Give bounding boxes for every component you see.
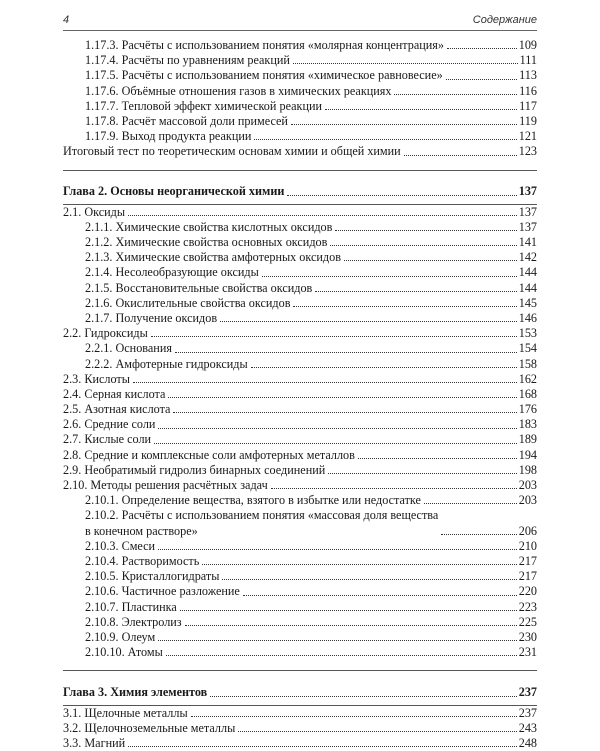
leader-dots (154, 443, 517, 444)
leader-dots (158, 428, 516, 429)
toc-entry[interactable] (63, 463, 537, 478)
leader-dots (133, 382, 517, 383)
leader-dots (202, 564, 516, 565)
toc-entry-label: 2.1.1. Химические свойства кислотных оксидов (85, 219, 333, 234)
toc-entry-page: 137 (518, 204, 537, 219)
leader-dots (328, 473, 516, 474)
toc-entry[interactable] (63, 265, 537, 280)
leader-dots (175, 352, 517, 353)
toc-entry[interactable] (63, 554, 537, 569)
toc-entry-label: 1.17.8. Расчёт массовой доли примесей (85, 113, 288, 128)
toc-entry-page: 119 (519, 113, 537, 128)
toc-entry[interactable] (63, 387, 537, 402)
toc-entry-page: 217 (518, 569, 537, 584)
leader-dots (287, 195, 516, 196)
toc-entry-page: 153 (518, 326, 537, 341)
toc-entry[interactable] (63, 645, 537, 660)
leader-dots (291, 124, 517, 125)
toc-entry-label: 2.1.6. Окислительные свойства оксидов (85, 295, 291, 310)
toc-entry[interactable] (63, 341, 537, 356)
toc-entry-label: Глава 2. Основы неорганической химии (63, 184, 285, 199)
toc-entry-label: 1.17.9. Выход продукта реакции (85, 129, 252, 144)
toc-entry[interactable] (63, 417, 537, 432)
toc-entry[interactable] (63, 402, 537, 417)
toc-entry[interactable] (63, 736, 537, 751)
toc-block-chapter2 (63, 205, 537, 509)
toc-entry-label: 2.6. Средние соли (63, 417, 156, 432)
toc-entry[interactable] (63, 539, 537, 554)
toc-entry-label: Итоговый тест по теоретическим основам химии и общей химии (63, 144, 401, 159)
toc-entry-label: 2.1.5. Восстановительные свойства оксидов (85, 280, 313, 295)
toc-entry-label: 2.1.2. Химические свойства основных оксидов (85, 235, 328, 250)
leader-dots (128, 215, 517, 216)
toc-entry-page: 220 (518, 584, 537, 599)
toc-entry-page: 144 (518, 280, 537, 295)
toc-entry-label: 2.10.6. Частичное разложение (85, 584, 240, 599)
toc-entry[interactable] (63, 600, 537, 615)
toc-entry[interactable] (63, 205, 537, 220)
toc-entry-label: 2.2. Гидроксиды (63, 326, 148, 341)
leader-dots (220, 321, 517, 322)
toc-entry-page: 203 (518, 493, 537, 508)
toc-entry[interactable] (63, 68, 537, 83)
toc-entry[interactable] (63, 53, 537, 68)
toc-entry-label: 2.10.7. Пластинка (85, 599, 177, 614)
toc-entry[interactable] (63, 250, 537, 265)
toc-chapter-2[interactable] (63, 185, 537, 200)
toc-entry-label: 1.17.5. Расчёты с использованием понятия «химическое равновесие» (85, 68, 443, 83)
leader-dots (210, 696, 516, 697)
toc-block-chapter3 (63, 706, 537, 751)
toc-entry-label: Глава 3. Химия элементов (63, 685, 208, 700)
toc-entry-page: 231 (518, 645, 537, 660)
toc-entry-page: 144 (518, 265, 537, 280)
toc-entry-page: 145 (518, 295, 537, 310)
toc-entry-label: 2.10.9. Олеум (85, 629, 156, 644)
toc-entry[interactable] (63, 433, 537, 448)
leader-dots (447, 48, 517, 49)
leader-dots (262, 276, 517, 277)
toc-entry-label: 1.17.7. Тепловой эффект химической реакции (85, 98, 323, 113)
toc-entry[interactable] (63, 615, 537, 630)
leader-dots (180, 610, 517, 611)
toc-entry-label: 2.5. Азотная кислота (63, 402, 171, 417)
toc-entry-page: 117 (519, 98, 537, 113)
toc-entry-page: 141 (518, 235, 537, 250)
toc-entry-label: 2.10.1. Определение вещества, взятого в избытке или недостатке (85, 493, 421, 508)
leader-dots (254, 139, 516, 140)
toc-entry-page: 146 (518, 310, 537, 325)
toc-entry[interactable] (63, 235, 537, 250)
leader-dots (243, 595, 517, 596)
toc-entry[interactable] (63, 311, 537, 326)
leader-dots (151, 336, 517, 337)
leader-dots (238, 731, 516, 732)
toc-entry-page: 113 (519, 68, 537, 83)
toc-entry-page: 217 (518, 554, 537, 569)
leader-dots (271, 488, 517, 489)
toc-entry[interactable] (63, 326, 537, 341)
toc-entry-page: 243 (518, 720, 537, 735)
toc-entry-page: 206 (518, 523, 537, 538)
leader-dots (344, 260, 517, 261)
toc-entry[interactable] (63, 493, 537, 508)
toc-entry-label: 2.2.2. Амфотерные гидроксиды (85, 356, 248, 371)
toc-entry-label: 2.1.3. Химические свойства амфотерных оксидов (85, 250, 341, 265)
toc-entry-label: 2.7. Кислые соли (63, 432, 152, 447)
toc-entry[interactable] (63, 99, 537, 114)
toc-entry-label: 3.2. Щелочноземельные металлы (63, 720, 236, 735)
toc-entry-page: 223 (518, 599, 537, 614)
toc-entry-label: 2.9. Необратимый гидролиз бинарных соединений (63, 462, 326, 477)
toc-entry-label: 2.10.8. Электролиз (85, 614, 182, 629)
toc-entry-label: 2.4. Серная кислота (63, 386, 166, 401)
toc-entry-page: 183 (518, 417, 537, 432)
toc-entry[interactable] (63, 630, 537, 645)
toc-entry-page: 210 (518, 538, 537, 553)
leader-dots (158, 549, 517, 550)
leader-dots (185, 625, 517, 626)
toc-entry-page: 162 (518, 371, 537, 386)
toc-entry-label: 2.10.10. Атомы (85, 645, 163, 660)
toc-entry[interactable] (63, 357, 537, 372)
leader-dots (358, 458, 517, 459)
toc-entry-label: 1.17.4. Расчёты по уравнениям реакций (85, 53, 290, 68)
leader-dots (168, 397, 516, 398)
toc-entry-page: 194 (518, 447, 537, 462)
toc-entry[interactable] (63, 584, 537, 599)
toc-entry-page: 154 (518, 341, 537, 356)
toc-entry[interactable] (63, 569, 537, 584)
leader-dots (446, 79, 517, 80)
toc-entry-label: 2.1.4. Несолеобразующие оксиды (85, 265, 259, 280)
toc-entry-label: 2.1.7. Получение оксидов (85, 310, 218, 325)
toc-entry-label: 3.3. Магний (63, 735, 126, 750)
toc-entry-page: 111 (519, 53, 537, 68)
leader-dots (293, 63, 518, 64)
toc-entry-page: 237 (518, 685, 537, 700)
toc-entry-page: 203 (518, 478, 537, 493)
toc-entry[interactable] (63, 281, 537, 296)
leader-dots (330, 245, 516, 246)
toc-entry[interactable] (63, 508, 537, 538)
toc-entry[interactable] (63, 721, 537, 736)
leader-dots (404, 155, 517, 156)
leader-dots (158, 640, 517, 641)
toc-entry-page: 189 (518, 432, 537, 447)
toc-entry-page: 109 (518, 37, 537, 52)
toc-entry-label: 1.17.6. Объёмные отношения газов в химических реакциях (85, 83, 392, 98)
toc-entry-label-line1: 2.10.2. Расчёты с использованием понятия «массовая доля вещества (85, 508, 439, 523)
toc-block-chapter1-tail (63, 38, 537, 160)
leader-dots (315, 291, 516, 292)
toc-entry-page: 225 (518, 614, 537, 629)
page-number: 4 (63, 14, 70, 26)
leader-dots (293, 306, 516, 307)
toc-entry-label (85, 508, 438, 538)
leader-dots (424, 503, 517, 504)
leader-dots (441, 534, 516, 535)
toc-entry-label: 1.17.3. Расчёты с использованием понятия «молярная концентрация» (85, 37, 444, 52)
header-rule (63, 30, 537, 31)
toc-entry-label: 2.2.1. Основания (85, 341, 172, 356)
toc-entry-label: 2.10. Методы решения расчётных задач (63, 478, 268, 493)
toc-entry[interactable] (63, 144, 537, 159)
toc-entry-label: 2.1. Оксиды (63, 204, 126, 219)
toc-entry-page: 237 (518, 705, 537, 720)
leader-dots (335, 230, 516, 231)
leader-dots (394, 94, 517, 95)
toc-entry-label: 2.10.5. Кристаллогидраты (85, 569, 220, 584)
toc-entry-page: 198 (518, 462, 537, 477)
leader-dots (128, 746, 517, 747)
toc-entry[interactable] (63, 129, 537, 144)
toc-entry-label: 2.3. Кислоты (63, 371, 130, 386)
toc-entry-page: 142 (518, 250, 537, 265)
leader-dots (222, 579, 516, 580)
leader-dots (251, 367, 517, 368)
toc-entry[interactable] (63, 114, 537, 129)
table-of-contents (63, 38, 537, 751)
toc-entry-label: 3.1. Щелочные металлы (63, 705, 188, 720)
toc-entry-label: 2.8. Средние и комплексные соли амфотерных металлов (63, 447, 355, 462)
toc-entry[interactable] (63, 478, 537, 493)
toc-entry-label: 2.10.3. Смеси (85, 538, 156, 553)
toc-entry-page: 158 (518, 356, 537, 371)
toc-entry-page: 137 (518, 219, 537, 234)
leader-dots (325, 109, 517, 110)
toc-entry[interactable] (63, 706, 537, 721)
toc-entry[interactable] (63, 372, 537, 387)
leader-dots (191, 716, 517, 717)
toc-entry-label-line2: в конечном растворе» (85, 523, 198, 538)
toc-entry[interactable] (63, 38, 537, 53)
toc-entry-page: 230 (518, 629, 537, 644)
page-header (63, 14, 537, 30)
toc-entry[interactable] (63, 84, 537, 99)
leader-dots (166, 655, 517, 656)
toc-entry[interactable] (63, 296, 537, 311)
toc-entry-page: 116 (519, 83, 537, 98)
toc-entry-page: 137 (518, 184, 537, 199)
leader-dots (173, 412, 516, 413)
toc-entry-page: 176 (518, 402, 537, 417)
toc-entry-label: 2.10.4. Растворимость (85, 554, 200, 569)
toc-entry-page: 248 (518, 735, 537, 750)
toc-block-chapter2-methods (63, 539, 537, 661)
toc-chapter-3[interactable] (63, 685, 537, 700)
toc-entry[interactable] (63, 220, 537, 235)
toc-entry-page: 168 (518, 386, 537, 401)
toc-entry[interactable] (63, 448, 537, 463)
toc-entry-page: 121 (518, 129, 537, 144)
toc-entry-page: 123 (518, 144, 537, 159)
running-title: Содержание (472, 14, 537, 26)
